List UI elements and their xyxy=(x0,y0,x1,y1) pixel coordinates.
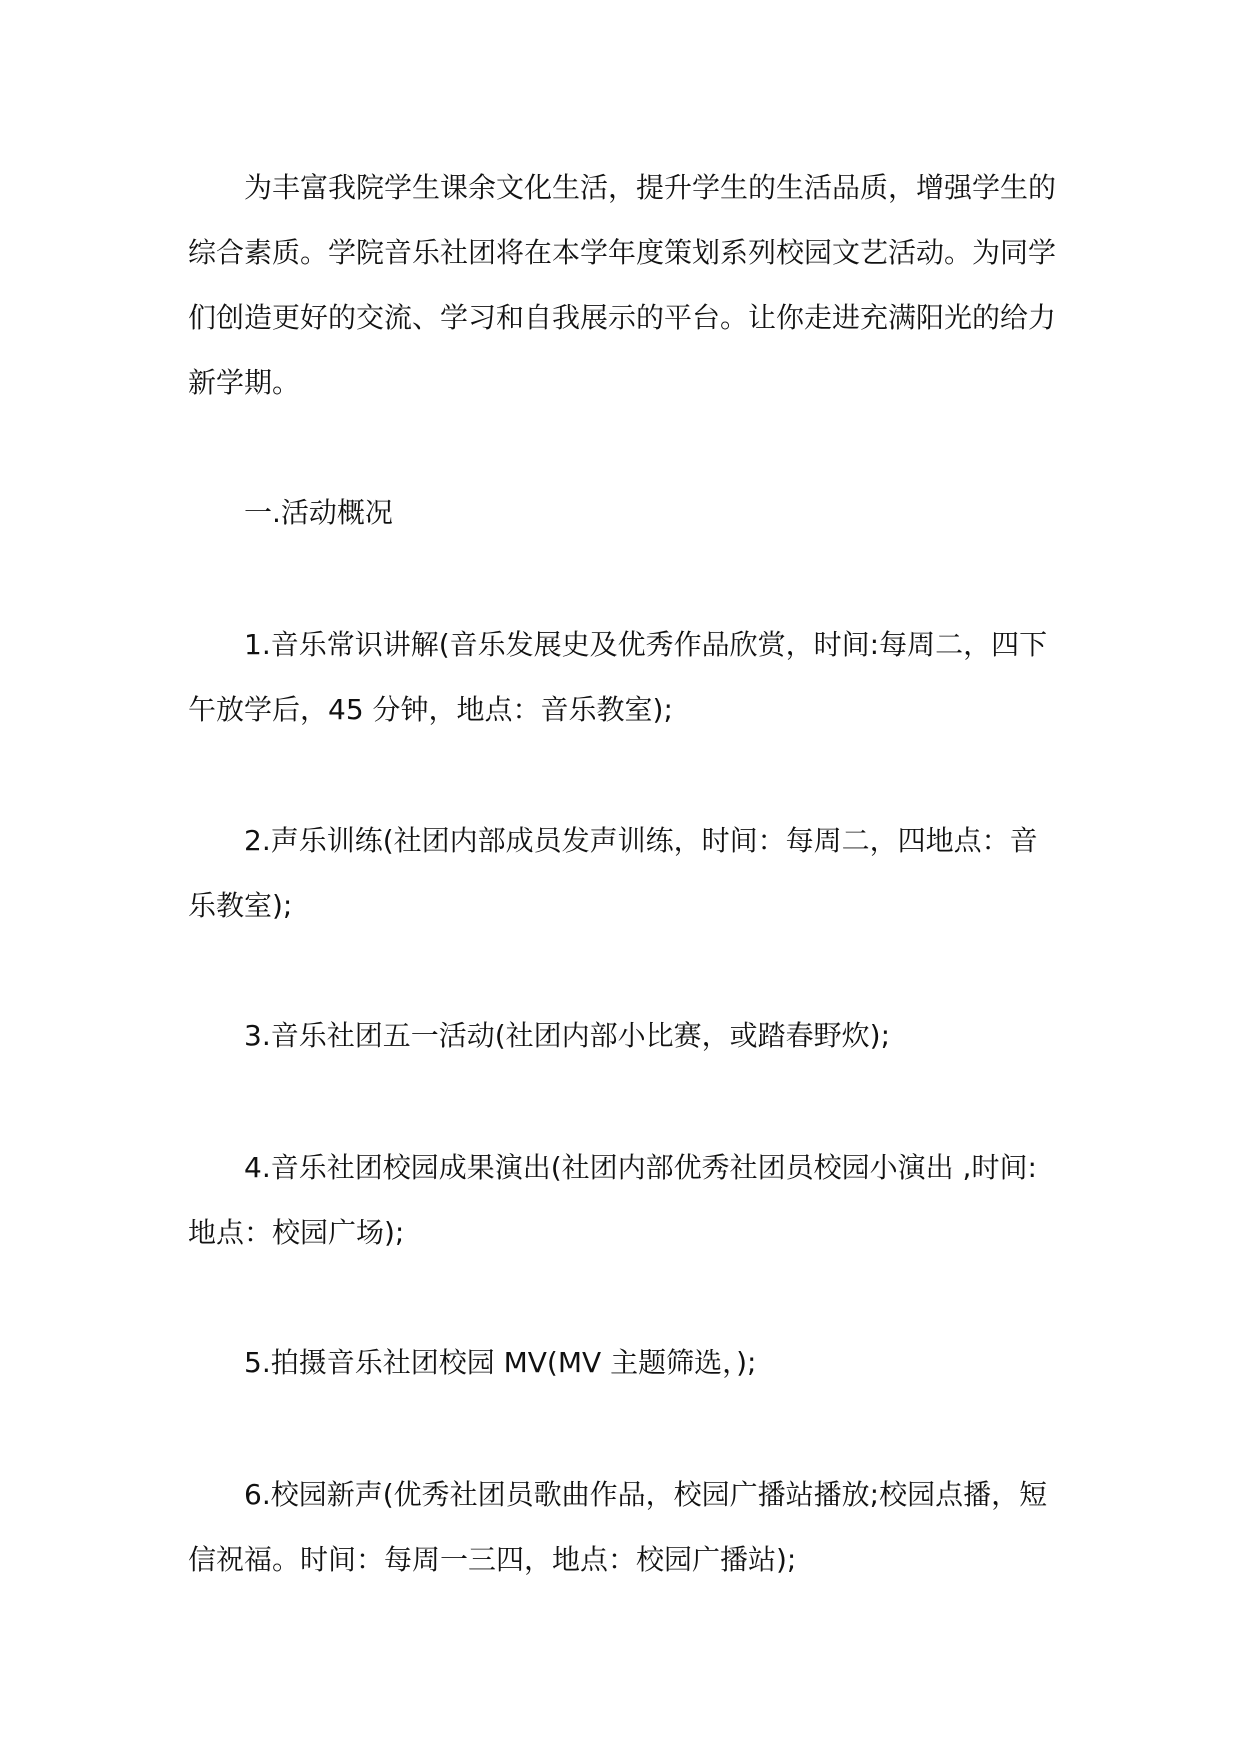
activity-item-5: 5.拍摄音乐社团校园 MV(MV 主题筛选，); xyxy=(244,1346,757,1379)
activity-item-3: 3.音乐社团五一活动(社团内部小比赛，或踏春野炊); xyxy=(244,1019,890,1052)
activity-item-4: 4.音乐社团校园成果演出(社团内部优秀社团员校园小演出 ,时间:地点：校园广场); xyxy=(188,1151,1037,1249)
intro-paragraph: 为丰富我院学生课余文化生活，提升学生的生活品质，增强学生的综合素质。学院音乐社团将在本学年度策划系列校园文艺活动。为同学们创造更好的交流、学习和自我展示的平台。让你走进充满阳光的给力新学期。 xyxy=(188,171,1057,399)
activity-item-2: 2.声乐训练(社团内部成员发声训练，时间：每周二，四地点：音乐教室); xyxy=(188,824,1038,922)
activity-item-1: 1.音乐常识讲解(音乐发展史及优秀作品欣赏，时间:每周二，四下午放学后，45 分钟，地点：音乐教室); xyxy=(188,628,1048,726)
activity-item-6: 6.校园新声(优秀社团员歌曲作品，校园广播站播放;校园点播，短信祝福。时间：每周一三四，地点：校园广播站); xyxy=(188,1478,1048,1576)
section-heading: 一.活动概况 xyxy=(244,496,393,529)
